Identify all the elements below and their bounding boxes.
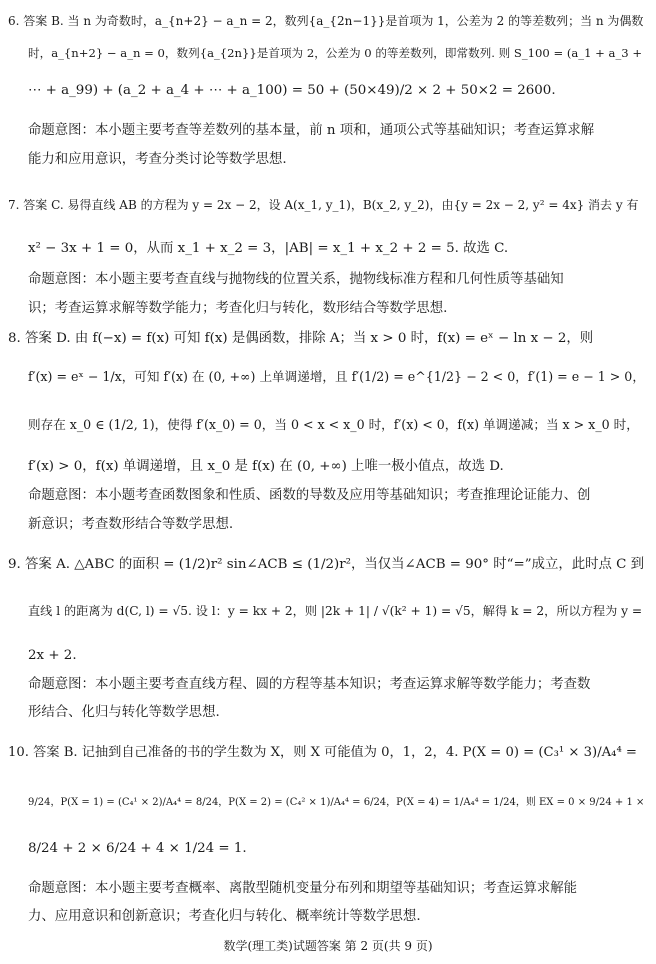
q10-line-1: 10. 答案 B. 记抽到自己准备的书的学生数为 X，则 X 可能值为 0，1，2，4. P(X = 0) = (C₃¹ × 3)/A₄⁴ = [8, 745, 637, 760]
q7-intent-1: 命题意图：本小题主要考查直线与抛物线的位置关系，抛物线标准方程和几何性质等基础知 [28, 272, 564, 287]
q8-line-4: f′(x) > 0，f(x) 单调递增，且 x_0 是 f(x) 在 (0, +∞) 上唯一极小值点，故选 D. [28, 459, 504, 474]
q8-line-2: f′(x) = eˣ − 1/x，可知 f′(x) 在 (0, +∞) 上单调递增，且 f′(1/2) = e^{1/2} − 2 < 0，f′(1) = e − 1 > 0， [28, 369, 645, 384]
q9-intent-1: 命题意图：本小题主要考查直线方程、圆的方程等基本知识；考查运算求解等数学能力；考查数 [28, 677, 591, 692]
q6-intent-2: 能力和应用意识，考查分类讨论等数学思想. [28, 152, 287, 167]
q8-intent-2: 新意识；考查数形结合等数学思想. [28, 517, 234, 532]
q9-line-2: 直线 l 的距离为 d(C, l) = √5. 设 l：y = kx + 2，则 |2k + 1| / √(k² + 1) = √5，解得 k = 2，所以方程为 y = [28, 604, 643, 618]
q9-intent-2: 形结合、化归与转化等数学思想. [28, 705, 220, 720]
q6-intent-1: 命题意图：本小题主要考查等差数列的基本量，前 n 项和，通项公式等基础知识；考查运算求解 [28, 123, 595, 138]
page-footer: 数学(理工类)试题答案 第 2 页(共 9 页) [223, 939, 433, 953]
q6-line-1: 6. 答案 B. 当 n 为奇数时，a_{n+2} − a_n = 2，数列{a_{2n−1}}是首项为 1，公差为 2 的等差数列；当 n 为偶数 [8, 14, 644, 28]
q7-intent-2: 识；考查运算求解等数学能力；考查化归与转化，数形结合等数学思想. [28, 301, 448, 316]
q6-line-2: 时，a_{n+2} − a_n = 0，数列{a_{2n}}是首项为 2，公差为 0 的等差数列，即常数列. 则 S_100 = (a_1 + a_3 + [28, 46, 643, 60]
q6-line-3: ⋯ + a_99) + (a_2 + a_4 + ⋯ + a_100) = 50 + (50×49)/2 × 2 + 50×2 = 2600. [28, 83, 556, 98]
q7-line-2: x² − 3x + 1 = 0，从而 x_1 + x_2 = 3，|AB| = x_1 + x_2 + 2 = 5. 故选 C. [28, 241, 509, 256]
q9-line-3: 2x + 2. [28, 648, 77, 663]
q10-intent-1: 命题意图：本小题主要考查概率、离散型随机变量分布列和期望等基础知识；考查运算求解能 [28, 881, 578, 896]
q8-line-1: 8. 答案 D. 由 f(−x) = f(x) 可知 f(x) 是偶函数，排除 A；当 x > 0 时，f(x) = eˣ − ln x − 2，则 [8, 331, 594, 346]
q10-line-2: 9/24，P(X = 1) = (C₄¹ × 2)/A₄⁴ = 8/24，P(X = 2) = (C₄² × 1)/A₄⁴ = 6/24，P(X = 4) = 1/A₄⁴ = 1/24，则 EX = 0 × 9/24 + 1 × [28, 797, 645, 808]
q9-line-1: 9. 答案 A. △ABC 的面积 = (1/2)r² sin∠ACB ≤ (1/2)r²，当仅当∠ACB = 90° 时“=”成立，此时点 C 到 [8, 557, 645, 572]
q10-line-3: 8/24 + 2 × 6/24 + 4 × 1/24 = 1. [28, 841, 247, 856]
q8-line-3: 则存在 x_0 ∈ (1/2, 1)，使得 f′(x_0) = 0，当 0 < x < x_0 时，f′(x) < 0，f(x) 单调递减；当 x > x_0 时， [28, 417, 639, 432]
q10-intent-2: 力、应用意识和创新意识；考查化归与转化、概率统计等数学思想. [28, 909, 421, 924]
q8-intent-1: 命题意图：本小题考查函数图象和性质、函数的导数及应用等基础知识；考查推理论证能力、创 [28, 488, 591, 503]
q7-line-1: 7. 答案 C. 易得直线 AB 的方程为 y = 2x − 2，设 A(x_1, y_1)，B(x_2, y_2)，由{y = 2x − 2, y² = 4x} 消去 y 有 [8, 198, 639, 212]
